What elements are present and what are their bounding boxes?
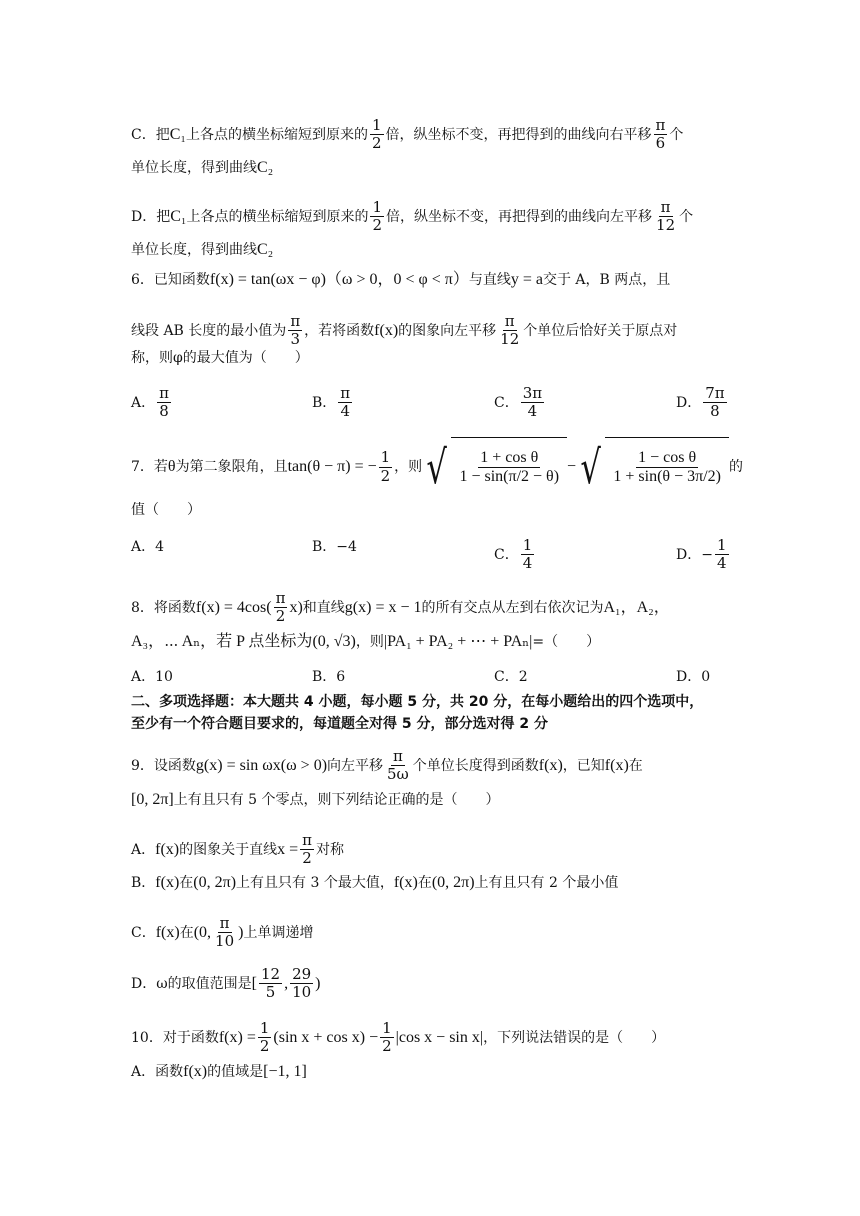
q9-line1 [131,748,730,784]
text: 单位长度，得到曲线 [131,242,257,258]
q7-option-a: A．4 [131,539,165,555]
q7-option-c: C． $\frac{1}{4}$ [494,536,533,573]
text: 倍，纵坐标不变，再把得到的曲线向右平移 [385,126,652,143]
sqrt-expression-2: √ $\frac{\text{1 − cos θ}}{1 + \sin(\theta - 3\pi/2)}$ [576,437,729,497]
math-vector-sum: |PA₁ + PA₂ + ⋯ + PAₙ| [383,633,533,650]
q8-option-b: B．6 [312,669,346,685]
section-2-heading-line1: 二、多项选择题：本大题共 4 小题，每小题 5 分，共 20 分，在每小题给出的四个选项中， [131,694,704,710]
q8-option-c: C．2 [494,669,528,685]
text: 交于 A，B 两点，且 [542,272,671,288]
q8-option-a: A．10 [131,669,173,685]
text: 值（ ） [131,502,201,518]
fraction-pi-6: $\frac{\pi}{6}$ [655,116,666,153]
q9-line2 [131,790,730,810]
text: 与直线 [468,272,511,288]
q5-option-d-line2 [131,240,730,260]
text: ，已知 [562,757,605,774]
text: 单位长度，得到曲线 [131,160,257,176]
q6-line3 [131,348,730,368]
text: 和直线 [302,599,345,616]
fraction-half: $\frac{1}{2}$ [380,448,391,485]
text: 10．对于函数 [131,1029,219,1046]
q6-line1 [131,270,730,290]
q5-option-c-line1 [131,117,730,153]
text: 7．若 [131,459,168,475]
text: 8．将函数 [131,599,196,616]
text: 6．已知函数 [131,272,210,288]
math-line: g(x) = x − 1 [344,598,422,616]
text: 线段 AB 长度的最小值为 [131,322,287,339]
math-point: (0, √3) [312,633,356,650]
fraction-pi-5omega: $\frac{\pi}{5\omega}$ [387,747,409,784]
text: D．把 [131,208,171,225]
text: 倍，纵坐标不变，再把得到的曲线向左平移 [386,208,653,225]
math-fx: f(x) [604,756,629,774]
q6-option-a: A． $\frac{\pi}{8}$ [131,384,169,421]
math-function: f(x) = tan(ωx − φ)（ω > 0，0 < φ < π） [209,271,469,288]
text: 9．设函数 [131,757,196,774]
fraction-half: $\frac{1}{2}$ [372,198,383,235]
math-tan: tan(θ − π) = − [287,458,377,475]
text: ，则 [355,634,384,650]
math-function: g(x) = sin ωx(ω > 0) [195,756,328,774]
math-expression: (sin x + cos x) − [273,1028,379,1046]
q6-option-c: C． $\frac{3\pi}{4}$ [494,384,543,421]
text: 向左平移 [327,757,384,774]
math-interval: [0, 2π] [131,791,174,808]
math-c1: C₁ [170,207,187,225]
text: C．把 [131,126,170,143]
math-minus: − [567,458,577,475]
q8-line2 [131,632,730,652]
q10-line1 [131,1020,730,1056]
fraction-half: $\frac{1}{2}$ [259,1019,270,1056]
text: 个 [669,126,684,143]
q8-option-d: D．0 [676,669,711,685]
text: 的所有交点从左到右依次记为 [421,599,604,616]
fraction-pi-3: $\frac{\pi}{3}$ [290,312,301,349]
text: 称，则φ的最大值为（ ） [131,350,309,366]
text: 为第二象限角，且 [175,459,288,475]
sqrt-expression-1: √ $\frac{\text{1 + cos θ}}{1 - \sin(\pi/2 - \theta)}$ [422,437,567,497]
math-c2: C₂ [257,241,274,258]
text: ，若将函数 [304,322,375,339]
q8-line1: 8．将函数f(x) = 4cos( $\frac{\pi}{2}$ x)和直线g(x) = x − 1的所有交点从左到右依次记为A₁，A₂， [131,589,670,626]
fraction-half: $\frac{1}{2}$ [382,1019,392,1056]
text: 上有且只有 5 个零点，则下列结论正确的是（ ） [173,792,500,808]
q6-option-d: D． $\frac{7\pi}{8}$ [676,384,725,421]
fraction-half: $\frac{1}{2}$ [371,116,382,153]
math-function: f(x) = 4cos [195,598,267,616]
math-c2: C₂ [257,159,274,176]
text: ，下列说法错误的是（ ） [483,1029,666,1046]
fraction-pi-12: $\frac{\pi}{12}$ [656,198,676,235]
q10-option-a: A．函数f(x)的值域是[−1, 1] [131,1063,307,1080]
math-points: A₁，A₂， [603,598,670,616]
text: =（ ） [532,634,601,650]
q9-option-d: D．ω的取值范围是[ $\frac{12}{5}$ , $\frac{29}{10}$ ) [131,965,321,1002]
math-c1: C₁ [169,125,186,143]
text: 个单位长度得到函数 [412,757,539,774]
text: ，则 [394,459,423,475]
q5-option-d-line1 [131,199,730,235]
text: A₃，⋯ Aₙ，若 P 点坐标为 [131,633,313,650]
text: 上各点的横坐标缩短到原来的 [186,208,369,225]
q6-line2 [131,313,730,349]
math-function: f(x) = [218,1028,256,1046]
text: 上各点的横坐标缩短到原来的 [185,126,368,143]
section-2-heading-line2: 至少有一个符合题目要求的，每道题全对得 5 分，部分选对得 2 分 [131,716,548,732]
q7-line2 [131,500,730,520]
fraction-pi-12: $\frac{\pi}{12}$ [500,312,520,349]
math-expression: |cos x − sin x| [395,1028,484,1046]
math-fx: f(x) [538,756,563,774]
q7-line1 [131,437,743,497]
text: 在 [628,757,643,774]
text: 的 [728,459,743,475]
text: 个 [679,208,694,225]
text: 个单位后恰好关于原点对 [523,322,678,339]
q7-option-b: B．−4 [312,539,357,555]
text: 的图象向左平移 [398,322,497,339]
fraction-pi-2: $\frac{\pi}{2}$ [275,589,286,626]
q7-option-d: D．− $\frac{1}{4}$ [676,536,727,573]
q6-option-b: B． $\frac{\pi}{4}$ [312,384,351,421]
q9-option-c: C．f(x)在(0, $\frac{\pi}{10}$ )上单调递增 [131,914,314,951]
math-line: y = a [510,271,543,288]
q9-option-a: A．f(x)的图象关于直线x = $\frac{\pi}{2}$ 对称 [131,831,344,868]
math-theta: θ [167,458,176,475]
q9-option-b: B．f(x)在(0, 2π)上有且只有 3 个最大值，f(x)在(0, 2π)上有且只有 2 个最小值 [131,874,619,891]
math-fx: f(x) [374,321,399,339]
q5-option-c-line2 [131,158,730,178]
